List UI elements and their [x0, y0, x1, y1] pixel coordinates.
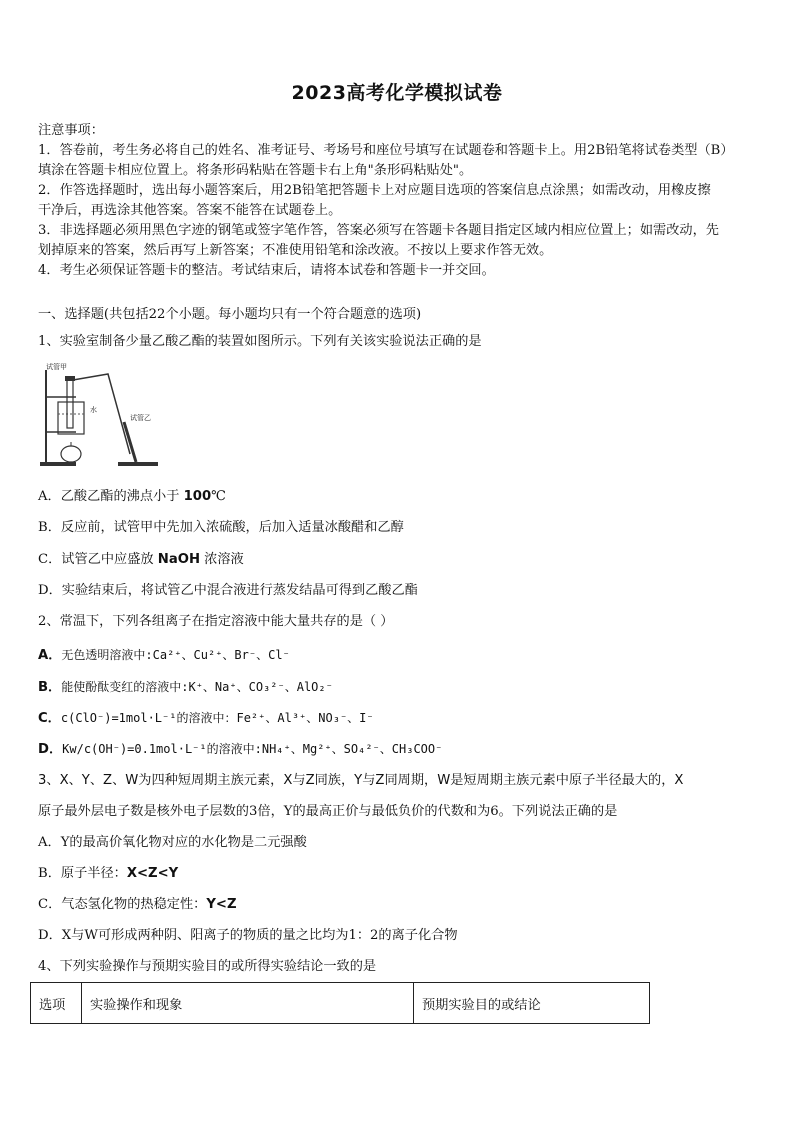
notice-line: 填涂在答题卡相应位置上。将条形码粘贴在答题卡右上角"条形码粘贴处"。	[38, 163, 473, 178]
page-title: 2023高考化学模拟试卷	[291, 82, 503, 104]
q3-option-b: B．原子半径：X<Z<Y	[38, 866, 179, 881]
figure-label-tube: 试管乙	[130, 414, 151, 422]
q4-stem: 4、下列实验操作与预期实验目的或所得实验结论一致的是	[38, 959, 377, 974]
figure-label-water: 水	[90, 406, 97, 414]
table-row	[31, 983, 650, 1024]
section-heading: 一、选择题(共包括22个小题。每小题均只有一个符合题意的选项)	[38, 307, 422, 322]
notice-line: 干净后，再选涂其他答案。答案不能答在试题卷上。	[38, 203, 342, 218]
notice-line: 3．非选择题必须用黑色字迹的钢笔或签字笔作答，答案必须写在答题卡各题目指定区域内相应位置上；如需改动，先	[38, 223, 719, 238]
q3-stem-line1: 3、X、Y、Z、W为四种短周期主族元素，X与Z同族，Y与Z同周期，W是短周期主族元素中原子半径最大的，X	[38, 773, 684, 788]
q2-option-b: B．能使酚酞变红的溶液中:K⁺、Na⁺、CO₃²⁻、AlO₂⁻	[38, 680, 333, 695]
q3-option-d: D．X与W可形成两种阴、阳离子的物质的量之比均为1：2的离子化合物	[38, 928, 458, 943]
q4-table	[30, 982, 650, 1024]
table-header-conclusion: 预期实验目的或结论	[414, 983, 650, 1024]
q1-option-c: C．试管乙中应盛放 NaOH 浓溶液	[38, 552, 244, 567]
q2-option-a: A．无色透明溶液中:Ca²⁺、Cu²⁺、Br⁻、Cl⁻	[38, 648, 290, 663]
q3-option-a: A．Y的最高价氧化物对应的水化物是二元强酸	[38, 835, 307, 850]
q1-option-b: B．反应前，试管甲中先加入浓硫酸，后加入适量冰酸醋和乙醇	[38, 520, 404, 535]
table-header-option: 选项	[31, 983, 82, 1024]
table-header-operation: 实验操作和现象	[82, 983, 414, 1024]
q3-option-c: C．气态氢化物的热稳定性：Y<Z	[38, 897, 237, 912]
q1-option-d: D．实验结束后，将试管乙中混合液进行蒸发结晶可得到乙酸乙酯	[38, 583, 418, 598]
q1-stem: 1、实验室制备少量乙酸乙酯的装置如图所示。下列有关该实验说法正确的是	[38, 334, 482, 349]
notice-line: 2．作答选择题时，选出每小题答案后，用2B铅笔把答题卡上对应题目选项的答案信息点涂黑；如需改动，用橡皮擦	[38, 183, 711, 198]
apparatus-figure	[38, 362, 168, 472]
notice-line: 4．考生必须保证答题卡的整洁。考试结束后，请将本试卷和答题卡一并交回。	[38, 263, 495, 278]
q1-option-a: A．乙酸乙酯的沸点小于 100℃	[38, 489, 226, 504]
figure-label-top: 试管甲	[46, 363, 67, 371]
q2-option-c: C．c(ClO⁻)=1mol·L⁻¹的溶液中：Fe²⁺、Al³⁺、NO₃⁻、I⁻	[38, 711, 374, 726]
notice-line: 划掉原来的答案，然后再写上新答案；不准使用铅笔和涂改液。不按以上要求作答无效。	[38, 243, 553, 258]
q2-option-d: D．Kw/c(OH⁻)=0.1mol·L⁻¹的溶液中:NH₄⁺、Mg²⁺、SO₄²⁻、CH₃COO⁻	[38, 742, 443, 757]
q2-stem: 2、常温下，下列各组离子在指定溶液中能大量共存的是（ ）	[38, 614, 394, 629]
notice-heading: 注意事项：	[38, 123, 104, 138]
q3-stem-line2: 原子最外层电子数是核外电子层数的3倍，Y的最高正价与最低负价的代数和为6。下列说法正确的是	[38, 804, 618, 819]
notice-line: 1．答卷前，考生务必将自己的姓名、准考证号、考场号和座位号填写在试题卷和答题卡上。用2B铅笔将试卷类型（B）	[38, 143, 734, 158]
